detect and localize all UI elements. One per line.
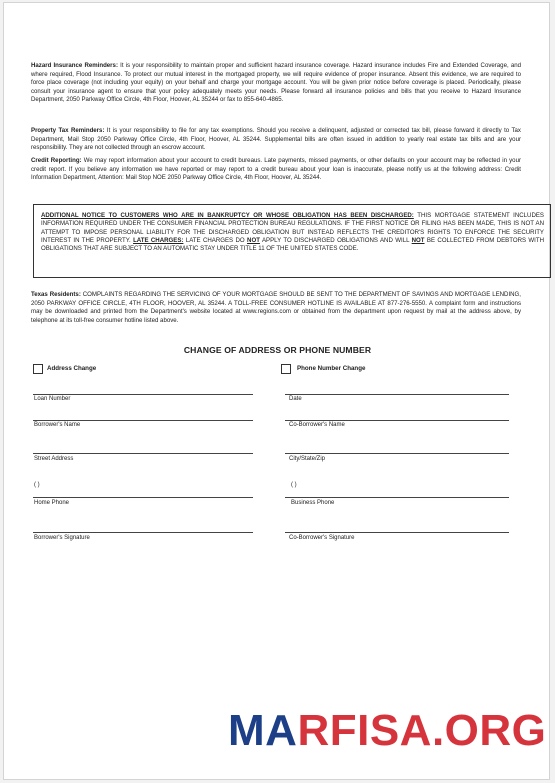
address-change-label: Address Change (47, 365, 97, 372)
home-phone-label: Home Phone (34, 500, 70, 506)
property-tax-heading: Property Tax Reminders: (31, 127, 105, 134)
notice-text-1: THIS MORTGAGE STATEMENT INCLUDES INFORMATION REQUIRED UNDER THE CONSUMER FINANCIAL PROTECTION BUREAU REGULATIONS. IF THE FIRST NOTICE OR FILING HAS BEEN MADE, THIS IS NOT AN ATTEMPT TO IMPOSE PERSONAL LIABILITY FOR THE DISCHARGED OBLIGATION BUT INSTEAD REFLECTS THE CREDITOR'S RIGHTS TO ENFORCE THE SECURITY INTEREST IN THE PROPERTY. (41, 212, 544, 244)
notice-text-2: LATE CHARGES DO (183, 236, 248, 244)
notice-not-1: NOT (247, 236, 260, 244)
document-page (3, 2, 550, 780)
coborrower-name-label: Co-Borrower's Name (289, 422, 345, 428)
phone-change-label: Phone Number Change (297, 365, 366, 372)
texas-heading: Texas Residents: (31, 291, 81, 298)
phone-change-checkbox[interactable] (281, 364, 291, 374)
business-phone-label: Business Phone (291, 500, 335, 506)
coborrower-signature-field[interactable] (285, 532, 509, 533)
date-field[interactable] (285, 394, 509, 395)
notice-text-4: BE COLLECTED FROM DEBTORS WITH OBLIGATIONS THAT ARE SUBJECT TO AN AUTOMATIC STAY UNDER TITLE 11 OF THE UNITED STATES CODE. (41, 236, 545, 253)
texas-text: COMPLAINTS REGARDING THE SERVICING OF YOUR MORTGAGE SHOULD BE SENT TO THE DEPARTMENT OF SAVINGS AND MORTGAGE LENDING, 2050 PARKWAY OFFICE CIRCLE, 4TH FLOOR, HOOVER, AL 35244. A TOLL-FREE CONSUMER HOTLINE IS AVAILABLE AT 877-276-5550. A complaint form and instructions may be downloaded and printed from the Department's website located at www.regions.com or obtained from the department upon request by mail at the address above, by telephone at its toll-free consumer hotline listed above. (31, 291, 521, 324)
street-address-field[interactable] (33, 453, 253, 454)
marfisa-watermark-logo (228, 706, 546, 756)
property-tax-paragraph (31, 127, 521, 153)
late-charges-label: LATE CHARGES: (133, 236, 184, 244)
bankruptcy-notice-box (33, 204, 551, 278)
form-title: CHANGE OF ADDRESS OR PHONE NUMBER (183, 345, 372, 355)
street-address-label: Street Address (34, 456, 74, 462)
business-phone-area-code: ( ) (291, 482, 297, 488)
loan-number-field[interactable] (33, 394, 253, 395)
property-tax-text: It is your responsibility to file for any tax exemptions. Should you receive a delinquent, adjusted or corrected tax bill, please forward it directly to Tax Department, Mail Stop 2050 Parkway Office Circle, 4th Floor, Hoover, AL 35244. Supplemental bills are often issued in addition to yearly real estate tax bills and are your responsibility. They are not collected through an escrow account. (31, 127, 521, 152)
address-change-checkbox[interactable] (33, 364, 43, 374)
home-phone-field[interactable] (33, 497, 253, 498)
borrower-signature-field[interactable] (33, 532, 253, 533)
borrower-name-field[interactable] (33, 420, 253, 421)
business-phone-field[interactable] (285, 497, 509, 498)
hazard-heading: Hazard Insurance Reminders: (31, 62, 118, 69)
loan-number-label: Loan Number (34, 396, 71, 402)
home-phone-area-code: ( ) (34, 482, 40, 488)
borrower-signature-label: Borrower's Signature (34, 535, 90, 541)
coborrower-signature-label: Co-Borrower's Signature (289, 535, 355, 541)
notice-lead: ADDITIONAL NOTICE TO CUSTOMERS WHO ARE IN BANKRUPTCY OR WHOSE OBLIGATION HAS BEEN DISCHARGED: (41, 212, 414, 219)
hazard-text: It is your responsibility to maintain proper and sufficient hazard insurance coverage. Hazard insurance includes Fire and Extended Coverage, and where required, Flood Insurance. To protect our mutual interest in the mortgaged property, we will require evidence of proper insurance. Absent this evidence, we are required to force place coverage (not including your equity) on your behalf and charge your mortgage account. You will be given prior notice before coverage is placed. Periodically, please consult your insurance agent to ensure that your policy adequately meets your needs. Please forward all insurance policies and bills that you receive to Hazard Insurance Department, 2050 Parkway Office Circle, 4th Floor, Hoover, AL 35244 or fax to 855-640-4865. (31, 62, 521, 104)
borrower-name-label: Borrower's Name (34, 422, 81, 428)
coborrower-name-field[interactable] (285, 420, 509, 421)
date-label: Date (289, 396, 302, 402)
notice-text-3: APPLY TO DISCHARGED OBLIGATIONS AND WILL (259, 236, 412, 244)
city-state-zip-field[interactable] (285, 453, 509, 454)
watermark-part-2: RFISA.ORG (297, 706, 547, 755)
watermark-part-1: MA (228, 706, 298, 755)
credit-heading: Credit Reporting: (31, 157, 82, 164)
texas-residents-paragraph (31, 291, 521, 325)
hazard-insurance-paragraph (31, 62, 521, 105)
credit-text: We may report information about your account to credit bureaus. Late payments, missed payments, or other defaults on your account may be reflected in your credit report. If you believe any information we have reported or may report to a credit bureau about your loan is inaccurate, please notify us at the following address: Credit Information Department, Attention: Mail Stop NOE 2050 Parkway Office Circle, 4th Floor, Hoover, AL 35244. (31, 157, 521, 182)
credit-reporting-paragraph (31, 157, 521, 183)
notice-not-2: NOT (411, 236, 425, 244)
city-state-zip-label: City/State/Zip (289, 456, 326, 462)
